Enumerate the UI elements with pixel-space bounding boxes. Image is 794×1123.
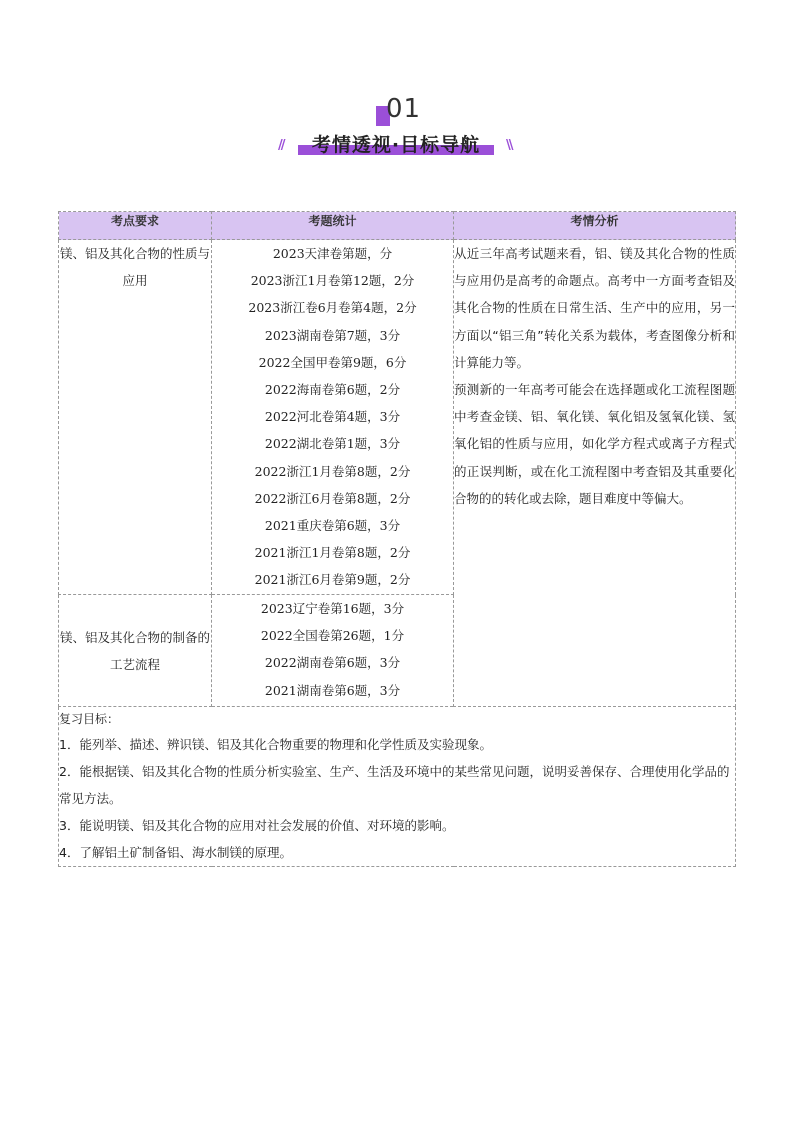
section-header [0, 92, 794, 162]
goal-item: 2．能根据镁、铝及其化合物的性质分析实验室、生产、生活及环境中的某些常见问题，说明妥善保存、合理使用化学品的常见方法。 [59, 764, 730, 806]
header-analysis: 考情分析 [454, 212, 736, 240]
analysis-cell [454, 240, 736, 707]
section-number: 01 [386, 94, 422, 124]
stats-list-process [212, 595, 454, 707]
stat-item: 2022全国甲卷第9题，6分 [258, 354, 407, 370]
section-number-badge [376, 96, 436, 126]
stat-item: 2022浙江6月卷第8题，2分 [254, 490, 411, 506]
stat-item: 2021重庆卷第6题，3分 [264, 517, 401, 533]
goals-title: 复习目标： [59, 712, 120, 726]
stat-item: 2022湖南卷第6题，3分 [264, 655, 401, 671]
review-goals-cell [59, 707, 736, 867]
topic-properties: 镁、铝及其化合物的性质与应用 [59, 240, 212, 595]
goal-item: 3．能说明镁、铝及其化合物的应用对社会发展的价值、对环境的影响。 [59, 818, 455, 833]
stat-item: 2021浙江6月卷第9题，2分 [254, 572, 411, 588]
stat-item: 2022浙江1月卷第8题，2分 [254, 463, 411, 479]
stat-item: 2023浙江卷6月卷第4题，2分 [248, 300, 417, 316]
table-header-row [59, 212, 736, 240]
stat-item: 2023天津卷第题，分 [272, 246, 393, 261]
header-topic: 考点要求 [59, 212, 212, 240]
stat-item: 2022河北卷第4题，3分 [264, 409, 401, 425]
stat-item: 2023浙江1月卷第12题，2分 [250, 273, 415, 289]
stat-item: 2021浙江1月卷第8题，2分 [254, 545, 411, 561]
stat-item: 2022海南卷第6题，2分 [264, 381, 401, 397]
header-stats: 考题统计 [212, 212, 454, 240]
topic-process: 镁、铝及其化合物的制备的工艺流程 [59, 595, 212, 707]
stat-item: 2022湖北卷第1题，3分 [264, 436, 401, 452]
analysis-paragraph: 预测新的一年高考可能会在选择题或化工流程图题中考查金镁、铝、氧化镁、氧化铝及氢氧化镁、氢氧化铝的性质与应用，如化学方程式或离子方程式的正误判断，或在化工流程图中考查铝及其重要化合物的的转化或去除，题目难度中等偏大。 [454, 382, 735, 506]
stat-item: 2023湖南卷第7题，3分 [264, 327, 401, 343]
analysis-paragraph: 从近三年高考试题来看，铝、镁及其化合物的性质与应用仍是高考的命题点。高考中一方面考查铝及其化合物的性质在日常生活、生产中的应用，另一方面以“铝三角”转化关系为载体，考查图像分析和计算能力等。 [454, 246, 735, 370]
goal-item: 4．了解铝土矿制备铝、海水制镁的原理。 [59, 845, 292, 860]
table-row [59, 240, 736, 595]
left-slash-decoration: // [278, 138, 284, 153]
right-slash-decoration: \\ [506, 138, 512, 153]
stats-list-properties [212, 240, 454, 595]
section-title: 考情透视·目标导航 [311, 134, 481, 156]
goals-row [59, 707, 736, 867]
stat-item: 2023辽宁卷第16题，3分 [260, 601, 405, 616]
section-title-wrap [270, 130, 524, 158]
stat-item: 2022全国卷第26题，1分 [260, 628, 405, 644]
stat-item: 2021湖南卷第6题，3分 [264, 682, 401, 698]
goal-item: 1．能列举、描述、辨识镁、铝及其化合物重要的物理和化学性质及实验现象。 [59, 737, 492, 752]
exam-analysis-table [58, 211, 736, 867]
